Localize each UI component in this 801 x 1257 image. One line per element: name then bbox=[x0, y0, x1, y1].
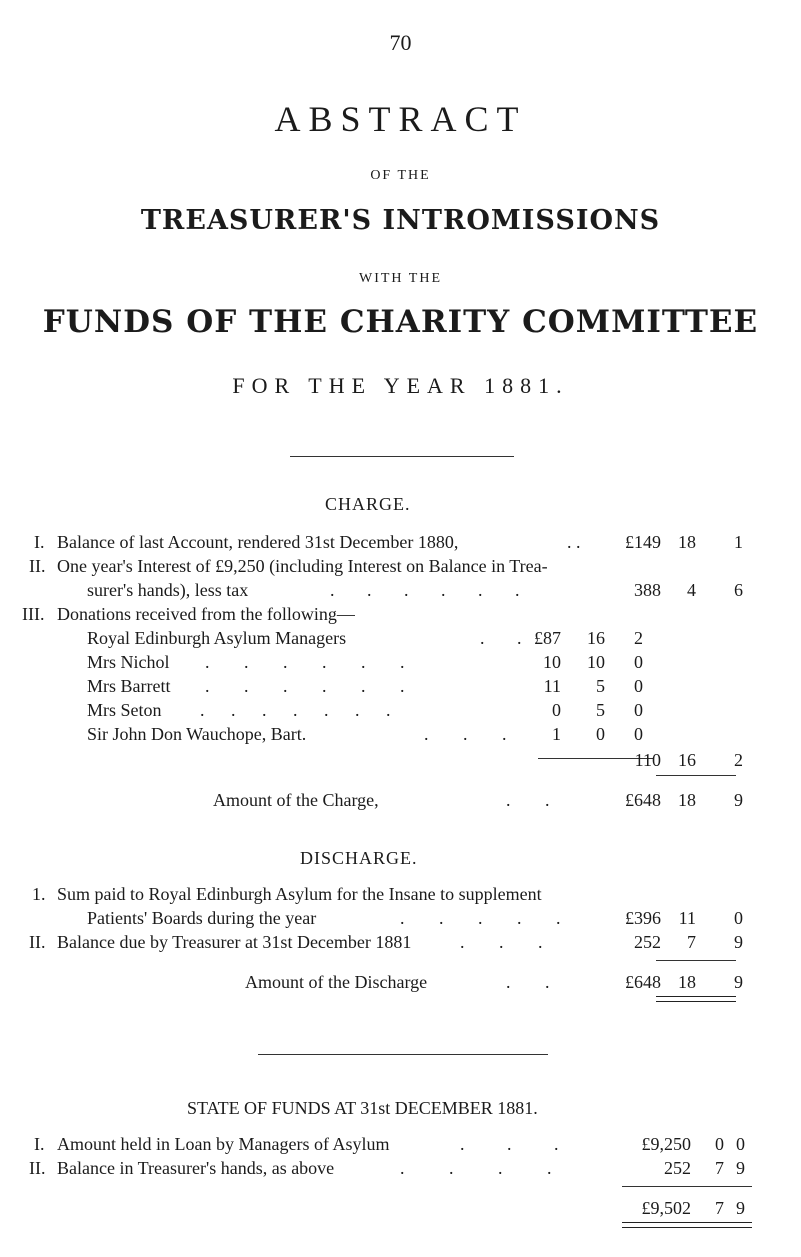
charge-item-2-text: One year's Interest of £9,250 (including Interest on Balance in Trea- bbox=[57, 556, 548, 576]
charge-amount-label: Amount of the Charge, bbox=[213, 790, 379, 810]
state-item-1-pence: 0 bbox=[736, 1134, 745, 1154]
discharge-total-rule bbox=[656, 960, 736, 961]
charge-item-1-number: I. bbox=[34, 532, 45, 552]
discharge-item-2-dots: . . . bbox=[460, 932, 543, 952]
donation-row-3-name: Mrs Barrett bbox=[87, 676, 171, 696]
section-divider-2 bbox=[258, 1054, 548, 1055]
charge-amount-pence: 9 bbox=[734, 790, 743, 810]
heading-treasurers: TREASURER'S INTROMISSIONS bbox=[140, 205, 661, 236]
discharge-double-rule bbox=[656, 996, 736, 1002]
donation-row-4-dots: . . . . . . . bbox=[200, 700, 391, 720]
charge-item-2-pence: 6 bbox=[734, 580, 743, 600]
charge-amount-shillings: 18 bbox=[678, 790, 696, 810]
state-total-pounds: £9,502 bbox=[641, 1198, 691, 1218]
charge-item-2-continuation: surer's hands), less tax bbox=[87, 580, 249, 600]
charge-item-3-text: Donations received from the following— bbox=[57, 604, 355, 624]
donation-row-1-dots: . . bbox=[480, 628, 522, 648]
donation-row-1-shillings: 16 bbox=[587, 628, 605, 648]
charge-item-3-number: III. bbox=[22, 604, 45, 624]
state-item-1-text: Amount held in Loan by Managers of Asylum bbox=[57, 1134, 390, 1154]
charge-item-1-dots: . . bbox=[567, 532, 581, 552]
discharge-amount-shillings: 18 bbox=[678, 972, 696, 992]
charge-item-2-dots: . . . . . . bbox=[330, 580, 520, 600]
discharge-amount-dots: . . bbox=[506, 972, 550, 992]
state-item-1-number: I. bbox=[34, 1134, 45, 1154]
charge-title: CHARGE. bbox=[325, 494, 411, 514]
state-total-rule bbox=[622, 1186, 752, 1187]
donation-row-5-dots: . . . bbox=[424, 724, 507, 744]
donation-row-4-pence: 0 bbox=[634, 700, 643, 720]
donation-row-1-name: Royal Edinburgh Asylum Managers bbox=[87, 628, 347, 648]
donation-row-1-pounds: £87 bbox=[534, 628, 561, 648]
donation-row-2-dots: . . . . . . bbox=[205, 652, 405, 672]
charge-item-1-shillings: 18 bbox=[678, 532, 696, 552]
state-item-2-pounds: 252 bbox=[664, 1158, 691, 1178]
state-item-1-pounds: £9,250 bbox=[641, 1134, 691, 1154]
state-title: STATE OF FUNDS AT 31st DECEMBER 1881. bbox=[187, 1098, 538, 1118]
discharge-item-2-shillings: 7 bbox=[687, 932, 696, 952]
state-item-1-dots: . . . bbox=[460, 1134, 559, 1154]
discharge-item-1-continuation: Patients' Boards during the year bbox=[87, 908, 317, 928]
donation-row-3-pounds: 11 bbox=[543, 676, 561, 696]
discharge-item-2-text: Balance due by Treasurer at 31st December 1881 bbox=[57, 932, 412, 952]
discharge-amount-pounds: £648 bbox=[625, 972, 661, 992]
state-item-2-number: II. bbox=[29, 1158, 46, 1178]
state-item-2-dots: . . . . bbox=[400, 1158, 552, 1178]
heading-with-the: WITH THE bbox=[359, 271, 442, 286]
state-total-pence: 9 bbox=[736, 1198, 745, 1218]
charge-item-2-number: II. bbox=[29, 556, 46, 576]
donation-row-3-dots: . . . . . . bbox=[205, 676, 405, 696]
discharge-amount-pence: 9 bbox=[734, 972, 743, 992]
discharge-title: DISCHARGE. bbox=[300, 848, 418, 868]
discharge-item-2-pounds: 252 bbox=[634, 932, 661, 952]
donation-row-5-shillings: 0 bbox=[596, 724, 605, 744]
section-divider bbox=[290, 456, 514, 457]
discharge-item-2-number: II. bbox=[29, 932, 46, 952]
state-item-2-pence: 9 bbox=[736, 1158, 745, 1178]
heading-abstract: ABSTRACT bbox=[274, 99, 527, 139]
state-double-rule bbox=[622, 1222, 752, 1228]
state-item-2-shillings: 7 bbox=[715, 1158, 724, 1178]
charge-amount-dots: . . bbox=[506, 790, 550, 810]
donation-row-5-pounds: 1 bbox=[552, 724, 561, 744]
state-item-1-shillings: 0 bbox=[715, 1134, 724, 1154]
discharge-item-1-shillings: 11 bbox=[678, 908, 696, 928]
discharge-item-1-dots: . . . . . bbox=[400, 908, 561, 928]
donation-row-5-name: Sir John Don Wauchope, Bart. bbox=[87, 724, 307, 744]
charge-item-1-pence: 1 bbox=[734, 532, 743, 552]
heading-funds: FUNDS OF THE CHARITY COMMITTEE bbox=[42, 304, 759, 340]
donation-row-3-pence: 0 bbox=[634, 676, 643, 696]
donation-row-4-pounds: 0 bbox=[552, 700, 561, 720]
donation-row-4-name: Mrs Seton bbox=[87, 700, 162, 720]
donation-row-2-pounds: 10 bbox=[543, 652, 561, 672]
donation-row-1-pence: 2 bbox=[634, 628, 643, 648]
charge-item-1-pounds: £149 bbox=[625, 532, 661, 552]
donations-total-shillings: 16 bbox=[678, 750, 696, 770]
discharge-item-2-pence: 9 bbox=[734, 932, 743, 952]
charge-item-1-text: Balance of last Account, rendered 31st December 1880, bbox=[57, 532, 459, 552]
discharge-item-1-pounds: £396 bbox=[625, 908, 661, 928]
heading-year: FOR THE YEAR 1881. bbox=[232, 373, 569, 398]
donation-row-4-shillings: 5 bbox=[596, 700, 605, 720]
state-item-2-text: Balance in Treasurer's hands, as above bbox=[57, 1158, 335, 1178]
discharge-item-1-number: 1. bbox=[32, 884, 46, 904]
donation-row-5-pence: 0 bbox=[634, 724, 643, 744]
donations-total-pence: 2 bbox=[734, 750, 743, 770]
donation-row-2-shillings: 10 bbox=[587, 652, 605, 672]
charge-total-rule bbox=[656, 775, 736, 776]
donation-row-2-name: Mrs Nichol bbox=[87, 652, 170, 672]
discharge-amount-label: Amount of the Discharge bbox=[245, 972, 428, 992]
charge-item-2-pounds: 388 bbox=[634, 580, 661, 600]
charge-item-2-shillings: 4 bbox=[687, 580, 696, 600]
discharge-item-1-pence: 0 bbox=[734, 908, 743, 928]
charge-amount-pounds: £648 bbox=[625, 790, 661, 810]
donation-row-3-shillings: 5 bbox=[596, 676, 605, 696]
state-total-shillings: 7 bbox=[715, 1198, 724, 1218]
donation-row-2-pence: 0 bbox=[634, 652, 643, 672]
donations-total-pounds: 110 bbox=[634, 750, 661, 770]
discharge-item-1-text: Sum paid to Royal Edinburgh Asylum for the Insane to supplement bbox=[57, 884, 542, 904]
heading-of-the: OF THE bbox=[370, 168, 431, 183]
page-number: 70 bbox=[389, 30, 412, 55]
